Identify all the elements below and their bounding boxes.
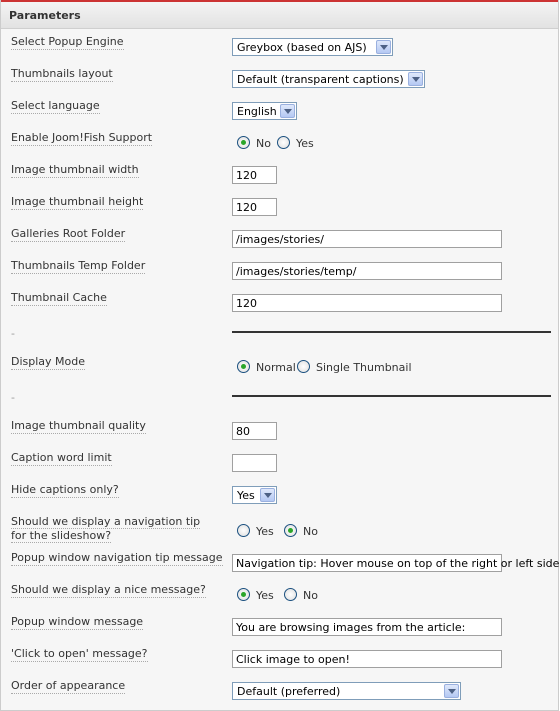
separator-2-label: - — [11, 391, 15, 404]
galleries-root-input[interactable] — [232, 230, 502, 248]
nav-tip-message-value: Navigation tip: Hover mouse on top of the right or left side — [236, 557, 560, 570]
row-nav-tip-message — [1, 551, 560, 583]
joomfish-yes-label[interactable]: Yes — [296, 137, 314, 150]
thumbnails-layout-label: Thumbnails layout — [11, 67, 113, 80]
row-nice-message — [1, 583, 560, 615]
nice-message-label: Should we display a nice message? — [11, 583, 206, 596]
galleries-root-label: Galleries Root Folder — [11, 227, 126, 240]
thumb-height-value: 120 — [236, 201, 257, 214]
joomfish-radio-group — [237, 136, 357, 152]
nice-message-yes-label[interactable]: Yes — [256, 589, 274, 602]
popup-engine-select[interactable] — [232, 38, 393, 56]
separator-line — [232, 331, 551, 333]
popup-message-label: Popup window message — [11, 615, 144, 628]
chevron-down-icon[interactable] — [280, 104, 295, 118]
popup-engine-value: Greybox (based on AJS) — [237, 41, 367, 54]
row-order — [1, 679, 560, 711]
row-joomfish — [1, 131, 560, 163]
popup-message-input[interactable] — [232, 618, 502, 636]
order-value: Default (preferred) — [237, 685, 341, 698]
thumb-cache-value: 120 — [236, 297, 257, 310]
row-thumb-height — [1, 195, 560, 227]
order-label: Order of appearance — [11, 679, 126, 692]
chevron-down-icon[interactable] — [376, 40, 391, 54]
nav-tip-radio-group — [237, 524, 357, 540]
separator-line — [232, 395, 551, 397]
row-display-mode — [1, 355, 560, 387]
click-to-open-label: 'Click to open' message? — [11, 647, 148, 660]
galleries-root-value: /images/stories/ — [236, 233, 324, 246]
thumb-quality-input[interactable] — [232, 422, 277, 440]
thumbs-temp-value: /images/stories/temp/ — [236, 265, 357, 278]
row-thumb-cache — [1, 291, 560, 323]
hide-captions-value: Yes — [237, 489, 255, 502]
thumb-width-label: Image thumbnail width — [11, 163, 139, 176]
nice-message-radio-group — [237, 588, 357, 604]
caption-limit-input[interactable] — [232, 454, 277, 472]
thumb-width-input[interactable] — [232, 166, 277, 184]
row-caption-limit — [1, 451, 560, 483]
joomfish-no-radio[interactable] — [237, 136, 250, 149]
chevron-down-icon[interactable] — [260, 488, 275, 502]
nav-tip-yes-radio[interactable] — [237, 524, 250, 537]
panel-title: Parameters — [9, 9, 81, 22]
thumbnails-layout-value: Default (transparent captions) — [237, 73, 404, 86]
row-thumb-width — [1, 163, 560, 195]
thumb-quality-value: 80 — [236, 425, 250, 438]
row-thumbs-temp — [1, 259, 560, 291]
nav-tip-no-label[interactable]: No — [303, 525, 318, 538]
thumb-cache-input[interactable] — [232, 294, 502, 312]
row-language — [1, 99, 560, 131]
chevron-down-icon[interactable] — [408, 72, 423, 86]
language-label: Select language — [11, 99, 100, 112]
hide-captions-label: Hide captions only? — [11, 483, 119, 496]
caption-limit-label: Caption word limit — [11, 451, 112, 464]
joomfish-label: Enable Joom!Fish Support — [11, 131, 153, 144]
popup-engine-label: Select Popup Engine — [11, 35, 124, 48]
panel-header — [1, 2, 558, 29]
thumbs-temp-label: Thumbnails Temp Folder — [11, 259, 146, 272]
row-popup-engine — [1, 35, 560, 67]
click-to-open-input[interactable] — [232, 650, 502, 668]
nice-message-yes-radio[interactable] — [237, 588, 250, 601]
row-hide-captions — [1, 483, 560, 515]
language-value: English — [237, 105, 277, 118]
nice-message-no-label[interactable]: No — [303, 589, 318, 602]
separator-1-label: - — [11, 327, 15, 340]
nav-tip-no-radio[interactable] — [284, 524, 297, 537]
row-nav-tip — [1, 515, 560, 549]
nav-tip-yes-label[interactable]: Yes — [256, 525, 274, 538]
display-mode-single-radio[interactable] — [297, 360, 310, 373]
thumb-height-input[interactable] — [232, 198, 277, 216]
row-separator-1 — [1, 323, 560, 355]
display-mode-radio-group — [237, 360, 437, 376]
hide-captions-select[interactable] — [232, 486, 277, 504]
row-galleries-root — [1, 227, 560, 259]
row-thumbnails-layout — [1, 67, 560, 99]
thumb-width-value: 120 — [236, 169, 257, 182]
thumbnails-layout-select[interactable] — [232, 70, 425, 88]
thumb-height-label: Image thumbnail height — [11, 195, 144, 208]
row-separator-2 — [1, 387, 560, 419]
row-thumb-quality — [1, 419, 560, 451]
thumbs-temp-input[interactable] — [232, 262, 502, 280]
thumb-quality-label: Image thumbnail quality — [11, 419, 146, 432]
display-mode-single-label[interactable]: Single Thumbnail — [316, 361, 412, 374]
nice-message-no-radio[interactable] — [284, 588, 297, 601]
click-to-open-value: Click image to open! — [236, 653, 350, 666]
nav-tip-label-text: Should we display a navigation tip for the slideshow? — [11, 515, 201, 542]
nav-tip-label — [11, 515, 216, 543]
display-mode-normal-label[interactable]: Normal — [256, 361, 296, 374]
display-mode-label: Display Mode — [11, 355, 86, 368]
order-select[interactable] — [232, 682, 461, 700]
language-select[interactable] — [232, 102, 297, 120]
joomfish-no-label[interactable]: No — [256, 137, 271, 150]
chevron-down-icon[interactable] — [444, 684, 459, 698]
nav-tip-message-label: Popup window navigation tip message — [11, 551, 223, 564]
row-click-to-open — [1, 647, 560, 679]
row-popup-message — [1, 615, 560, 647]
nav-tip-message-input[interactable] — [232, 554, 560, 572]
thumb-cache-label: Thumbnail Cache — [11, 291, 107, 304]
display-mode-normal-radio[interactable] — [237, 360, 250, 373]
joomfish-yes-radio[interactable] — [277, 136, 290, 149]
popup-message-value: You are browsing images from the article: — [236, 621, 466, 634]
